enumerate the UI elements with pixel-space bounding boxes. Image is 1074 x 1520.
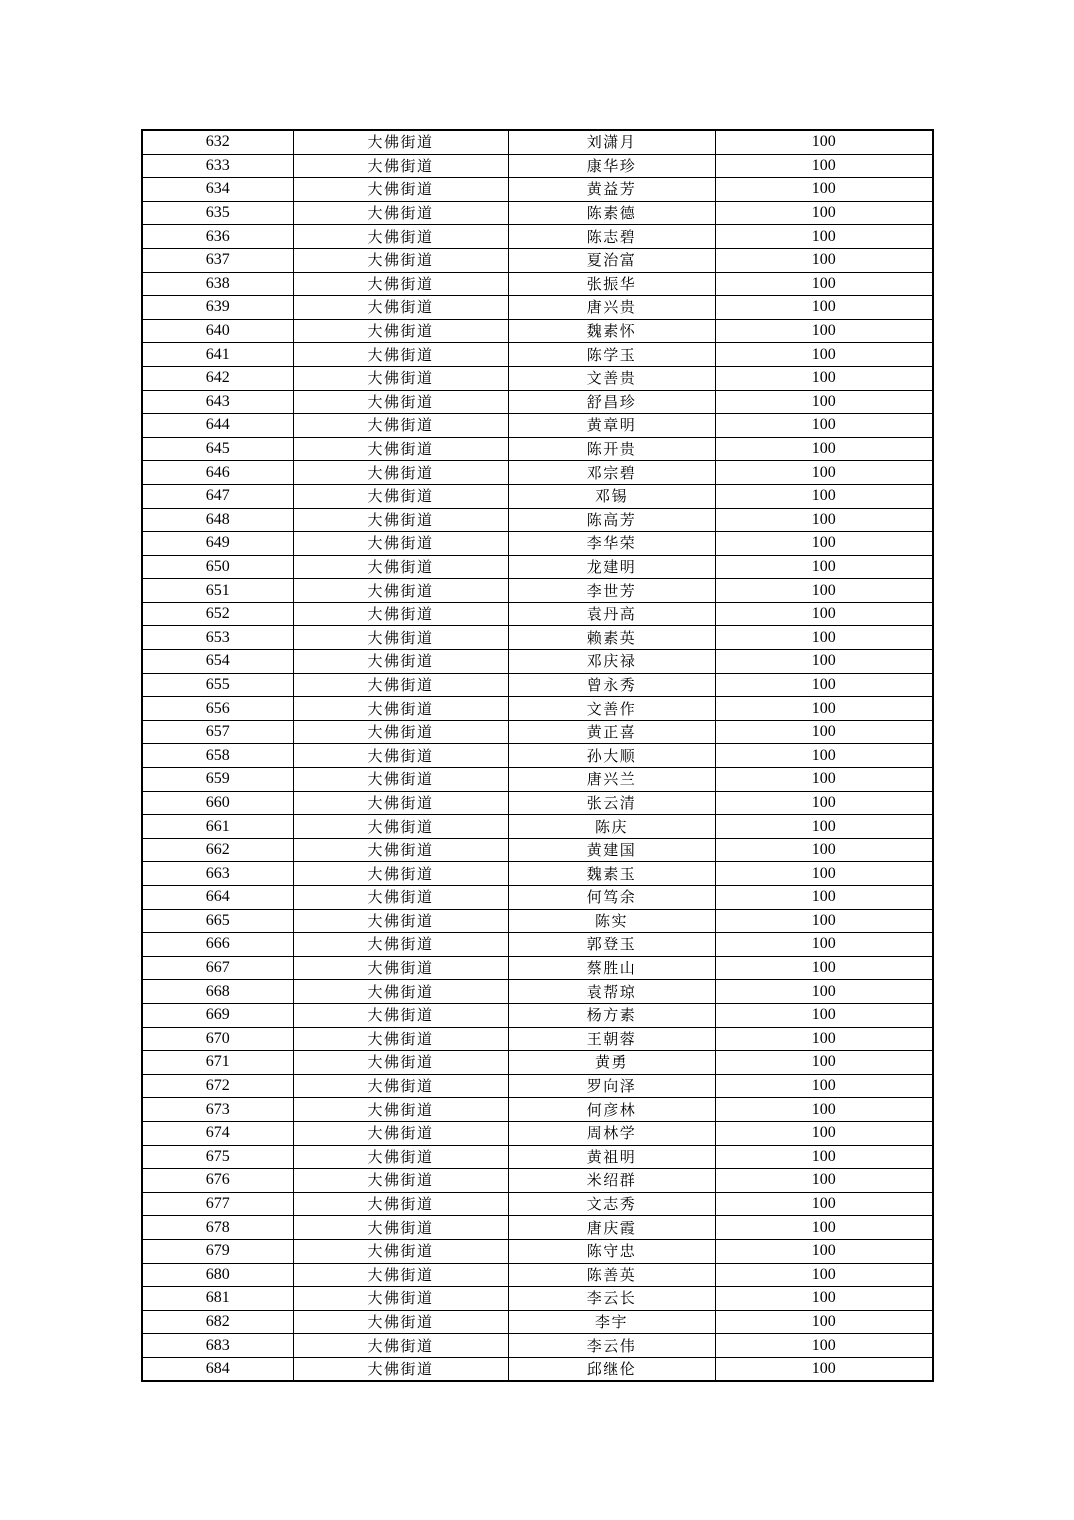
person-name-cell: 杨方素 <box>508 1003 715 1027</box>
street-cell: 大佛街道 <box>293 366 508 390</box>
row-number-cell: 679 <box>142 1239 293 1263</box>
row-number-cell: 654 <box>142 650 293 674</box>
amount-cell: 100 <box>715 555 933 579</box>
table-row <box>142 532 933 556</box>
table-row <box>142 980 933 1004</box>
table-row <box>142 1334 933 1358</box>
street-cell: 大佛街道 <box>293 1239 508 1263</box>
row-number-cell: 645 <box>142 437 293 461</box>
table-row <box>142 1357 933 1381</box>
table-row <box>142 1121 933 1145</box>
amount-cell: 100 <box>715 1169 933 1193</box>
street-cell: 大佛街道 <box>293 1192 508 1216</box>
amount-cell: 100 <box>715 130 933 154</box>
table-row <box>142 130 933 154</box>
table-row <box>142 248 933 272</box>
street-cell: 大佛街道 <box>293 130 508 154</box>
row-number-cell: 632 <box>142 130 293 154</box>
street-cell: 大佛街道 <box>293 414 508 438</box>
person-name-cell: 米绍群 <box>508 1169 715 1193</box>
person-name-cell: 文善贵 <box>508 366 715 390</box>
row-number-cell: 678 <box>142 1216 293 1240</box>
person-name-cell: 李世芳 <box>508 579 715 603</box>
row-number-cell: 640 <box>142 319 293 343</box>
person-name-cell: 邓庆禄 <box>508 650 715 674</box>
amount-cell: 100 <box>715 1098 933 1122</box>
person-name-cell: 张振华 <box>508 272 715 296</box>
street-cell: 大佛街道 <box>293 673 508 697</box>
street-cell: 大佛街道 <box>293 1310 508 1334</box>
row-number-cell: 651 <box>142 579 293 603</box>
table-row <box>142 508 933 532</box>
amount-cell: 100 <box>715 1357 933 1381</box>
row-number-cell: 661 <box>142 815 293 839</box>
amount-cell: 100 <box>715 1216 933 1240</box>
amount-cell: 100 <box>715 201 933 225</box>
person-name-cell: 何笃余 <box>508 886 715 910</box>
street-cell: 大佛街道 <box>293 248 508 272</box>
person-name-cell: 罗向泽 <box>508 1074 715 1098</box>
street-cell: 大佛街道 <box>293 319 508 343</box>
person-name-cell: 王朝蓉 <box>508 1027 715 1051</box>
street-cell: 大佛街道 <box>293 838 508 862</box>
table-row <box>142 720 933 744</box>
street-cell: 大佛街道 <box>293 461 508 485</box>
amount-cell: 100 <box>715 956 933 980</box>
table-row <box>142 1145 933 1169</box>
table-row <box>142 461 933 485</box>
amount-cell: 100 <box>715 673 933 697</box>
row-number-cell: 680 <box>142 1263 293 1287</box>
amount-cell: 100 <box>715 1192 933 1216</box>
street-cell: 大佛街道 <box>293 343 508 367</box>
row-number-cell: 653 <box>142 626 293 650</box>
person-name-cell: 夏治富 <box>508 248 715 272</box>
row-number-cell: 675 <box>142 1145 293 1169</box>
table-row <box>142 437 933 461</box>
person-name-cell: 陈学玉 <box>508 343 715 367</box>
row-number-cell: 634 <box>142 178 293 202</box>
street-cell: 大佛街道 <box>293 626 508 650</box>
table-row <box>142 296 933 320</box>
person-name-cell: 魏素怀 <box>508 319 715 343</box>
person-name-cell: 黄建国 <box>508 838 715 862</box>
amount-cell: 100 <box>715 1003 933 1027</box>
street-cell: 大佛街道 <box>293 909 508 933</box>
table-row <box>142 1169 933 1193</box>
row-number-cell: 639 <box>142 296 293 320</box>
person-name-cell: 陈善英 <box>508 1263 715 1287</box>
street-cell: 大佛街道 <box>293 178 508 202</box>
row-number-cell: 677 <box>142 1192 293 1216</box>
table-row <box>142 791 933 815</box>
amount-cell: 100 <box>715 1145 933 1169</box>
street-cell: 大佛街道 <box>293 390 508 414</box>
table-row <box>142 1310 933 1334</box>
row-number-cell: 644 <box>142 414 293 438</box>
table-row <box>142 1216 933 1240</box>
amount-cell: 100 <box>715 225 933 249</box>
table-row <box>142 862 933 886</box>
row-number-cell: 646 <box>142 461 293 485</box>
person-name-cell: 陈素德 <box>508 201 715 225</box>
row-number-cell: 652 <box>142 602 293 626</box>
row-number-cell: 673 <box>142 1098 293 1122</box>
amount-cell: 100 <box>715 461 933 485</box>
person-name-cell: 唐兴兰 <box>508 768 715 792</box>
row-number-cell: 635 <box>142 201 293 225</box>
table-row <box>142 272 933 296</box>
person-name-cell: 陈庆 <box>508 815 715 839</box>
row-number-cell: 684 <box>142 1357 293 1381</box>
table-row <box>142 579 933 603</box>
street-cell: 大佛街道 <box>293 697 508 721</box>
table-row <box>142 626 933 650</box>
row-number-cell: 637 <box>142 248 293 272</box>
amount-cell: 100 <box>715 838 933 862</box>
street-cell: 大佛街道 <box>293 272 508 296</box>
row-number-cell: 662 <box>142 838 293 862</box>
row-number-cell: 663 <box>142 862 293 886</box>
table-row <box>142 1287 933 1311</box>
amount-cell: 100 <box>715 1239 933 1263</box>
person-name-cell: 孙大顺 <box>508 744 715 768</box>
person-name-cell: 黄益芳 <box>508 178 715 202</box>
amount-cell: 100 <box>715 1287 933 1311</box>
amount-cell: 100 <box>715 744 933 768</box>
street-cell: 大佛街道 <box>293 1051 508 1075</box>
amount-cell: 100 <box>715 296 933 320</box>
row-number-cell: 670 <box>142 1027 293 1051</box>
table-row <box>142 1074 933 1098</box>
person-name-cell: 陈实 <box>508 909 715 933</box>
amount-cell: 100 <box>715 414 933 438</box>
person-name-cell: 袁丹高 <box>508 602 715 626</box>
table-row <box>142 555 933 579</box>
street-cell: 大佛街道 <box>293 602 508 626</box>
table-row <box>142 956 933 980</box>
street-cell: 大佛街道 <box>293 1334 508 1358</box>
person-name-cell: 邓锡 <box>508 484 715 508</box>
row-number-cell: 674 <box>142 1121 293 1145</box>
amount-cell: 100 <box>715 579 933 603</box>
table-row <box>142 154 933 178</box>
row-number-cell: 669 <box>142 1003 293 1027</box>
person-name-cell: 陈开贵 <box>508 437 715 461</box>
amount-cell: 100 <box>715 626 933 650</box>
table-row <box>142 768 933 792</box>
street-cell: 大佛街道 <box>293 1216 508 1240</box>
person-name-cell: 龙建明 <box>508 555 715 579</box>
amount-cell: 100 <box>715 1310 933 1334</box>
person-name-cell: 赖素英 <box>508 626 715 650</box>
person-name-cell: 唐庆霞 <box>508 1216 715 1240</box>
row-number-cell: 660 <box>142 791 293 815</box>
row-number-cell: 681 <box>142 1287 293 1311</box>
amount-cell: 100 <box>715 791 933 815</box>
street-cell: 大佛街道 <box>293 1169 508 1193</box>
table-row <box>142 225 933 249</box>
row-number-cell: 658 <box>142 744 293 768</box>
table-row <box>142 484 933 508</box>
street-cell: 大佛街道 <box>293 579 508 603</box>
roster-table <box>141 129 934 1382</box>
person-name-cell: 张云清 <box>508 791 715 815</box>
row-number-cell: 676 <box>142 1169 293 1193</box>
street-cell: 大佛街道 <box>293 225 508 249</box>
row-number-cell: 656 <box>142 697 293 721</box>
row-number-cell: 655 <box>142 673 293 697</box>
street-cell: 大佛街道 <box>293 1098 508 1122</box>
amount-cell: 100 <box>715 1051 933 1075</box>
table-row <box>142 650 933 674</box>
table-row <box>142 744 933 768</box>
person-name-cell: 陈守忠 <box>508 1239 715 1263</box>
street-cell: 大佛街道 <box>293 532 508 556</box>
table-row <box>142 390 933 414</box>
row-number-cell: 642 <box>142 366 293 390</box>
table-row <box>142 201 933 225</box>
amount-cell: 100 <box>715 697 933 721</box>
street-cell: 大佛街道 <box>293 933 508 957</box>
street-cell: 大佛街道 <box>293 201 508 225</box>
amount-cell: 100 <box>715 1074 933 1098</box>
row-number-cell: 682 <box>142 1310 293 1334</box>
table-row <box>142 1003 933 1027</box>
person-name-cell: 袁帮琼 <box>508 980 715 1004</box>
row-number-cell: 649 <box>142 532 293 556</box>
amount-cell: 100 <box>715 1263 933 1287</box>
street-cell: 大佛街道 <box>293 508 508 532</box>
row-number-cell: 665 <box>142 909 293 933</box>
row-number-cell: 650 <box>142 555 293 579</box>
street-cell: 大佛街道 <box>293 296 508 320</box>
row-number-cell: 641 <box>142 343 293 367</box>
table-row <box>142 1027 933 1051</box>
person-name-cell: 邓宗碧 <box>508 461 715 485</box>
person-name-cell: 魏素玉 <box>508 862 715 886</box>
row-number-cell: 638 <box>142 272 293 296</box>
street-cell: 大佛街道 <box>293 437 508 461</box>
street-cell: 大佛街道 <box>293 484 508 508</box>
street-cell: 大佛街道 <box>293 886 508 910</box>
table-row <box>142 886 933 910</box>
amount-cell: 100 <box>715 933 933 957</box>
street-cell: 大佛街道 <box>293 1121 508 1145</box>
row-number-cell: 636 <box>142 225 293 249</box>
street-cell: 大佛街道 <box>293 791 508 815</box>
person-name-cell: 康华珍 <box>508 154 715 178</box>
table-row <box>142 1192 933 1216</box>
amount-cell: 100 <box>715 508 933 532</box>
amount-cell: 100 <box>715 178 933 202</box>
amount-cell: 100 <box>715 720 933 744</box>
table-row <box>142 1239 933 1263</box>
person-name-cell: 黄正喜 <box>508 720 715 744</box>
person-name-cell: 刘潇月 <box>508 130 715 154</box>
street-cell: 大佛街道 <box>293 1263 508 1287</box>
amount-cell: 100 <box>715 980 933 1004</box>
row-number-cell: 668 <box>142 980 293 1004</box>
amount-cell: 100 <box>715 272 933 296</box>
person-name-cell: 陈志碧 <box>508 225 715 249</box>
street-cell: 大佛街道 <box>293 1003 508 1027</box>
person-name-cell: 邱继伦 <box>508 1357 715 1381</box>
amount-cell: 100 <box>715 909 933 933</box>
row-number-cell: 672 <box>142 1074 293 1098</box>
street-cell: 大佛街道 <box>293 1027 508 1051</box>
street-cell: 大佛街道 <box>293 1287 508 1311</box>
row-number-cell: 671 <box>142 1051 293 1075</box>
street-cell: 大佛街道 <box>293 1074 508 1098</box>
person-name-cell: 文志秀 <box>508 1192 715 1216</box>
amount-cell: 100 <box>715 366 933 390</box>
table-row <box>142 1098 933 1122</box>
street-cell: 大佛街道 <box>293 555 508 579</box>
amount-cell: 100 <box>715 602 933 626</box>
person-name-cell: 文善作 <box>508 697 715 721</box>
street-cell: 大佛街道 <box>293 862 508 886</box>
person-name-cell: 周林学 <box>508 1121 715 1145</box>
person-name-cell: 舒昌珍 <box>508 390 715 414</box>
table-row <box>142 319 933 343</box>
amount-cell: 100 <box>715 1027 933 1051</box>
street-cell: 大佛街道 <box>293 720 508 744</box>
amount-cell: 100 <box>715 484 933 508</box>
person-name-cell: 李云长 <box>508 1287 715 1311</box>
table-row <box>142 366 933 390</box>
street-cell: 大佛街道 <box>293 744 508 768</box>
street-cell: 大佛街道 <box>293 1357 508 1381</box>
amount-cell: 100 <box>715 1334 933 1358</box>
person-name-cell: 蔡胜山 <box>508 956 715 980</box>
table-row <box>142 414 933 438</box>
amount-cell: 100 <box>715 532 933 556</box>
street-cell: 大佛街道 <box>293 650 508 674</box>
table-row <box>142 1051 933 1075</box>
person-name-cell: 黄章明 <box>508 414 715 438</box>
amount-cell: 100 <box>715 437 933 461</box>
person-name-cell: 陈高芳 <box>508 508 715 532</box>
street-cell: 大佛街道 <box>293 154 508 178</box>
table-row <box>142 815 933 839</box>
amount-cell: 100 <box>715 154 933 178</box>
street-cell: 大佛街道 <box>293 768 508 792</box>
row-number-cell: 664 <box>142 886 293 910</box>
amount-cell: 100 <box>715 650 933 674</box>
row-number-cell: 648 <box>142 508 293 532</box>
street-cell: 大佛街道 <box>293 980 508 1004</box>
row-number-cell: 633 <box>142 154 293 178</box>
street-cell: 大佛街道 <box>293 815 508 839</box>
roster-table-body <box>142 130 933 1381</box>
person-name-cell: 李云伟 <box>508 1334 715 1358</box>
person-name-cell: 曾永秀 <box>508 673 715 697</box>
table-row <box>142 343 933 367</box>
row-number-cell: 667 <box>142 956 293 980</box>
table-row <box>142 673 933 697</box>
amount-cell: 100 <box>715 319 933 343</box>
row-number-cell: 647 <box>142 484 293 508</box>
amount-cell: 100 <box>715 248 933 272</box>
table-row <box>142 178 933 202</box>
street-cell: 大佛街道 <box>293 956 508 980</box>
person-name-cell: 郭登玉 <box>508 933 715 957</box>
amount-cell: 100 <box>715 862 933 886</box>
amount-cell: 100 <box>715 768 933 792</box>
person-name-cell: 李宇 <box>508 1310 715 1334</box>
row-number-cell: 643 <box>142 390 293 414</box>
street-cell: 大佛街道 <box>293 1145 508 1169</box>
person-name-cell: 黄祖明 <box>508 1145 715 1169</box>
table-row <box>142 1263 933 1287</box>
table-row <box>142 909 933 933</box>
person-name-cell: 李华荣 <box>508 532 715 556</box>
row-number-cell: 666 <box>142 933 293 957</box>
table-row <box>142 697 933 721</box>
person-name-cell: 何彦林 <box>508 1098 715 1122</box>
row-number-cell: 657 <box>142 720 293 744</box>
amount-cell: 100 <box>715 886 933 910</box>
amount-cell: 100 <box>715 390 933 414</box>
table-row <box>142 933 933 957</box>
row-number-cell: 659 <box>142 768 293 792</box>
amount-cell: 100 <box>715 1121 933 1145</box>
amount-cell: 100 <box>715 343 933 367</box>
person-name-cell: 唐兴贵 <box>508 296 715 320</box>
amount-cell: 100 <box>715 815 933 839</box>
table-row <box>142 838 933 862</box>
row-number-cell: 683 <box>142 1334 293 1358</box>
person-name-cell: 黄勇 <box>508 1051 715 1075</box>
table-row <box>142 602 933 626</box>
